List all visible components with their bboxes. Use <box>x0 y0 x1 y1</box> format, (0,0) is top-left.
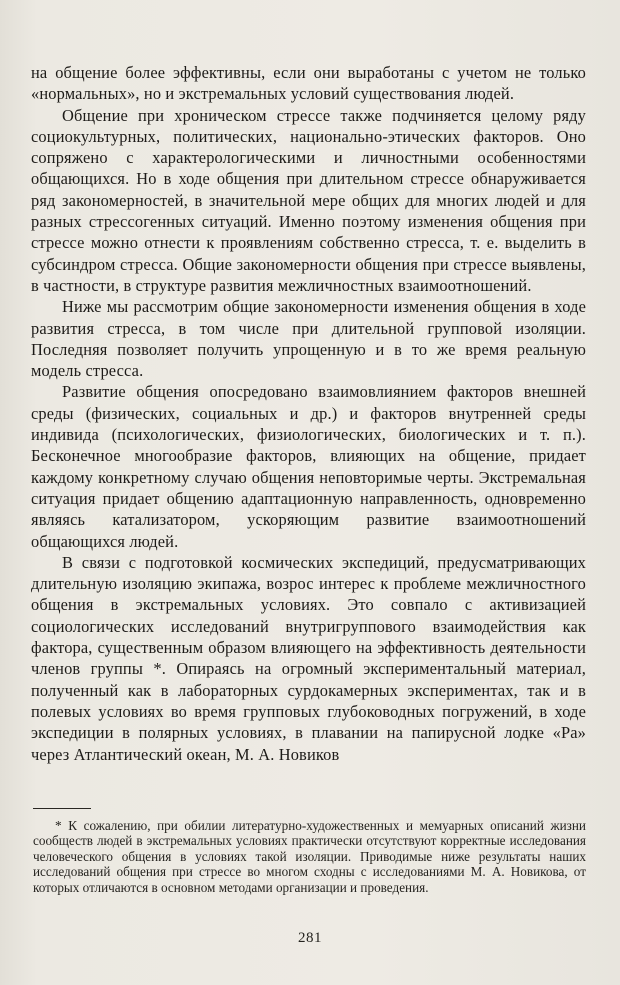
main-text <box>31 62 586 765</box>
footnote: * К сожалению, при обилии литературно-художественных и мемуарных описаний жизни сообществ людей в экстремальных условиях практически отсутствуют корректные исследования человеческого общения в условиях такой изоляции. Приводимые ниже результаты наших исследований общения при стрессе во многом сходны с исследованиями М. А. Новикова, от которых отличаются в основном методами организации и проведения. <box>33 818 586 895</box>
paragraph-1: на общение более эффективны, если они выработаны с учетом не только «нормальных», но и экстремальных условий существования людей. <box>31 63 586 104</box>
paragraph-5: В связи с подготовкой космических экспедиций, предусматривающих длительную изоляцию экипажа, возрос интерес к проблеме межличностного общения в экстремальных условиях. Это совпало с активизацией социологических исследований внутригруппового взаимодействия как фактора, существенным образом влияющего на эффективность деятельности членов группы *. Опираясь на огромный экспериментальный материал, полученный как в лабораторных сурдокамерных экспериментах, так и в полевых условиях во время групповых глубоководных погружений, в ходе экспедиции в полярных условиях, в плавании на папирусной лодке «Ра» через Атлантический океан, М. А. Новиков <box>31 552 586 764</box>
paragraph-4: Развитие общения опосредовано взаимовлиянием факторов внешней среды (физических, социальных и др.) и факторов внутренней среды индивида (психологических, физиологических, биологических и т. п.). Бесконечное многообразие факторов, влияющих на общение, придает каждому конкретному случаю общения неповторимые черты. Экстремальная ситуация придает общению адаптационную направленность, одновременно являясь катализатором, ускоряющим развитие взаимоотношений общающихся людей. <box>31 382 586 551</box>
paragraph-3: Ниже мы рассмотрим общие закономерности изменения общения в ходе развития стресса, в том числе при длительной групповой изоляции. Последняя позволяет получить упрощенную и в то же время реальную модель стресса. <box>31 297 586 381</box>
footnote-divider <box>33 808 91 809</box>
page-number: 281 <box>298 930 322 946</box>
paragraph-2: Общение при хроническом стрессе также подчиняется целому ряду социокультурных, политических, национально-этических факторов. Оно сопряжено с характерологическими и личностными особенностями общающихся. Но в ходе общения при длительном стрессе обнаруживается ряд закономерностей, в значительной мере общих для многих людей и для разных стрессогенных ситуаций. Именно поэтому изменения общения при стрессе можно отнести к проявлениям собственно стресса, т. е. выделить в субсиндром стресса. Общие закономерности общения при стрессе выявлены, в частности, в структуре развития межличностных взаимоотношений. <box>31 105 586 295</box>
